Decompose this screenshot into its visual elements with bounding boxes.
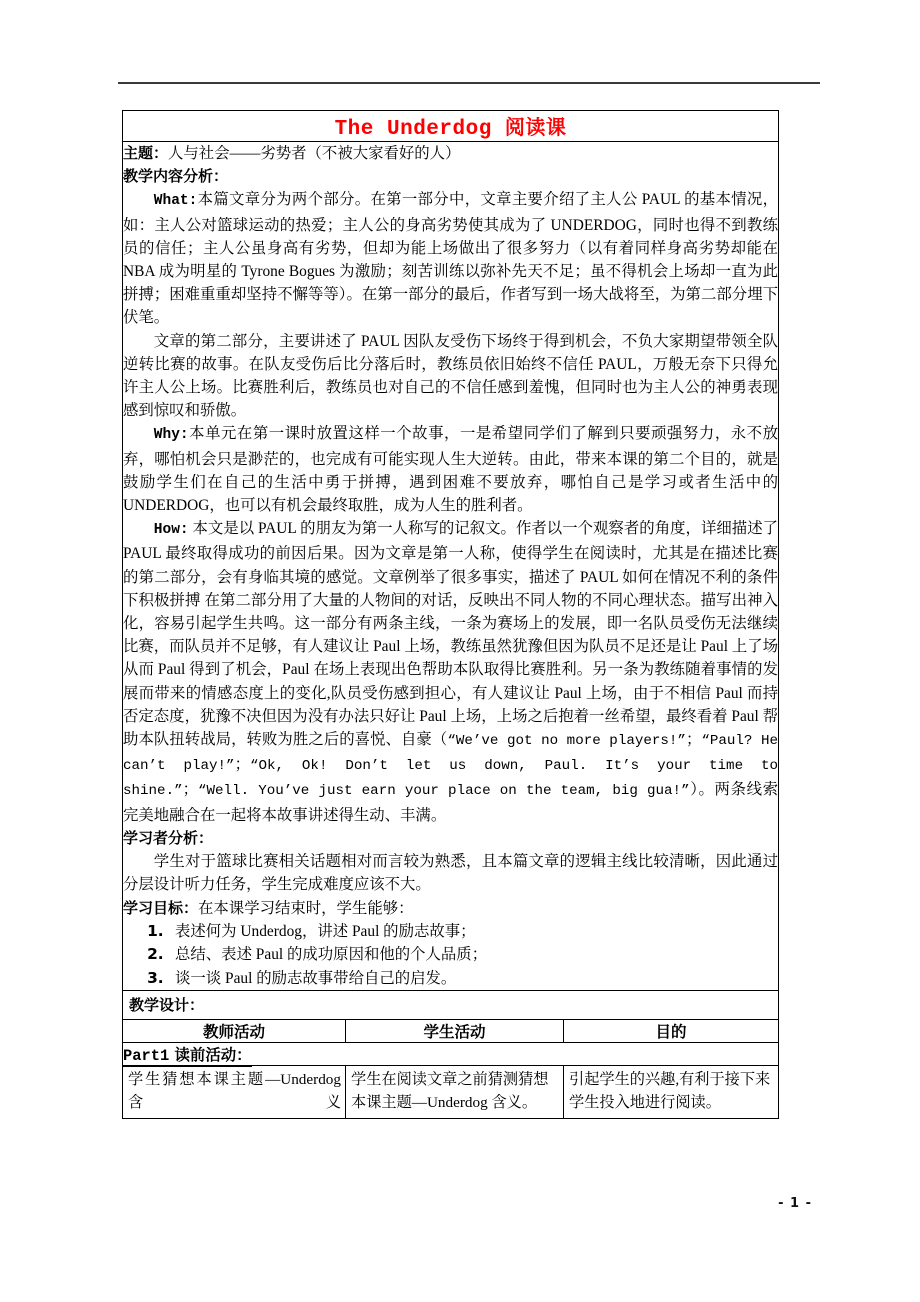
dialogue-quote-1: “We’ve got no more players!” [447,733,686,750]
part-label-cell [123,1042,779,1065]
objective-item: 1. 表述何为 Underdog，讲述 Paul 的励志故事； [169,920,778,943]
part-label-row [123,1042,779,1065]
theme-value: 人与社会——劣势者（不被大家看好的人） [168,145,461,162]
title-chinese: 阅读课 [504,115,567,139]
column-header-teacher: 教师活动 [123,1019,346,1042]
quote-separator-3: ； [182,781,199,799]
paragraph-what [123,188,778,329]
paragraph-how [123,517,778,827]
how-text-2: ）。两条线索完美地融合在一起将本故事讲述得生动、丰满。 [123,781,779,824]
theme-line [123,142,778,165]
paragraph-why [123,422,778,517]
what-text: 本篇文章分为两个部分。在第一部分中，文章主要介绍了主人公 PAUL 的基本情况，如：主人公对篮球运动的热爱；主人公的身高劣势使其成为了 UNDERDOG，同时也得不到教练员的信任；主人公虽身高有劣势，但却为能上场做出了很多努力（以有着同样身高劣势却能在 NBA 成为明星的 Tyrone Bogues 为激励；刻苦训练以弥补先天不足；虽不得机会上场却一直为此拼搏；困难重重却坚持不懈等等）。在第一部分的最后，作者写到一场大战将至，为第二部分埋下伏笔。 [123,191,779,327]
how-lead: How: [153,522,189,539]
page-number: - 1 - [778,1196,812,1211]
objectives-intro: 在本课学习结束时，学生能够： [198,899,414,917]
objective-item: 3. 谈一谈 Paul 的励志故事带给自己的启发。 [169,967,778,990]
header-rule [118,82,820,84]
why-lead: Why: [153,427,189,444]
design-table-header-row [123,1019,779,1042]
paragraph-what-part2: 文章的第二部分，主要讲述了 PAUL 因队友受伤下场终于得到机会，不负大家期望带领全队逆转比赛的故事。在队友受伤后比分落后时，教练员依旧始终不信任 PAUL，万般无奈下只得允许主人公上场。比赛胜利后，教练员也对自己的不信任感到羞愧，但同时也为主人公的神勇表现感到惊叹和骄傲。 [123,332,779,420]
cell-teacher-activity: 学生猜想本课主题—Underdog 含义 [123,1065,346,1118]
cell-student-activity: 学生在阅读文章之前猜测猜想本课主题—Underdog 含义。 [346,1065,564,1118]
what-lead: What: [153,193,198,210]
teaching-design-heading: 教学设计： [129,995,205,1014]
content-row [123,142,779,991]
theme-label: 主题： [123,144,169,162]
learner-analysis-text: 学生对于篮球比赛相关话题相对而言较为熟悉，且本篇文章的逻辑主线比较清晰，因此通过分层设计听力任务，学生完成难度应该不大。 [123,853,779,894]
learner-analysis-heading: 学习者分析： [123,828,214,847]
objectives-list [123,920,778,990]
title-cell [123,111,779,142]
quote-separator-1: ； [685,731,702,749]
why-text: 本单元在第一课时放置这样一个故事，一是希望同学们了解到只要顽强努力，永不放弃，哪怕机会只是渺茫的，也完成有可能实现人生大逆转。由此，带来本课的第二个目的，就是鼓励学生们在自己的生活中勇于拼搏，遇到困难不要放弃，哪怕自己是学习或者生活中的 UNDERDOG，也可以有机会最终取胜，成为人生的胜利者。 [123,425,779,515]
part-label-en: Part1 [123,1046,170,1065]
dialogue-quote-2: “Paul? He can’t play!” [123,733,779,775]
page-title [334,115,567,141]
content-analysis-heading: 教学内容分析： [123,167,229,186]
column-header-purpose: 目的 [564,1019,779,1042]
teaching-design-heading-row [123,990,779,1019]
how-text-1: 本文是以 PAUL 的朋友为第一人称写的记叙文。作者以一个观察者的角度，详细描述了 PAUL 最终取得成功的前因后果。因为文章是第一人称，使得学生在阅读时，尤其是在描述比赛的第二部分，会有身临其境的感觉。文章例举了很多事实，描述了 PAUL 如何在情况不利的条件下积极拼搏 在第二部分用了大量的人物间的对话，反映出不同人物的不同心理状态。描写出神入化，容易引起学生共鸣。这一部分有两条主线，一条为赛场上的发展，即一名队员受伤无法继续比赛，而队员并不足够，有人建议让 Paul 上场，教练虽然犹豫但因为队员不足还是让 Paul 上了场从而 Paul 得到了机会，Paul 在场上表现出色帮助本队取得比赛胜利。另一条为教练随着事情的发展而带来的情感态度上的变化,队员受伤感到担心，有人建议让 Paul 上场，由于不相信 Paul 而持否定态度，犹豫不决但因为没有办法只好让 Paul 上场，上场之后抱着一丝希望，最终看着 Paul 帮助本队扭转战局，转败为胜之后的喜悦、自豪（ [123,520,779,749]
cell-purpose: 引起学生的兴趣,有利于接下来学生投入地进行阅读。 [564,1065,779,1118]
title-row [123,111,779,142]
lesson-plan-table [122,110,779,1119]
dialogue-quote-4: “Well. You’ve just earn your place on the team, big gua!” [198,783,690,800]
part-label [123,1047,252,1067]
title-english: The Underdog [334,118,492,141]
quote-separator-2: ； [234,756,250,774]
part-label-cn: 读前活动： [169,1045,252,1064]
content-cell [123,142,779,991]
objectives-label: 学习目标： [123,898,199,917]
table-row [123,1065,779,1118]
objective-item: 2. 总结、表述 Paul 的成功原因和他的个人品质； [169,943,778,966]
dialogue-quote-3: “Ok, Ok! Don’t let us down, Paul. It’s your time to shine.” [123,758,779,800]
teaching-design-heading-cell [123,990,779,1019]
objectives-heading [123,897,778,920]
column-header-student: 学生活动 [346,1019,564,1042]
